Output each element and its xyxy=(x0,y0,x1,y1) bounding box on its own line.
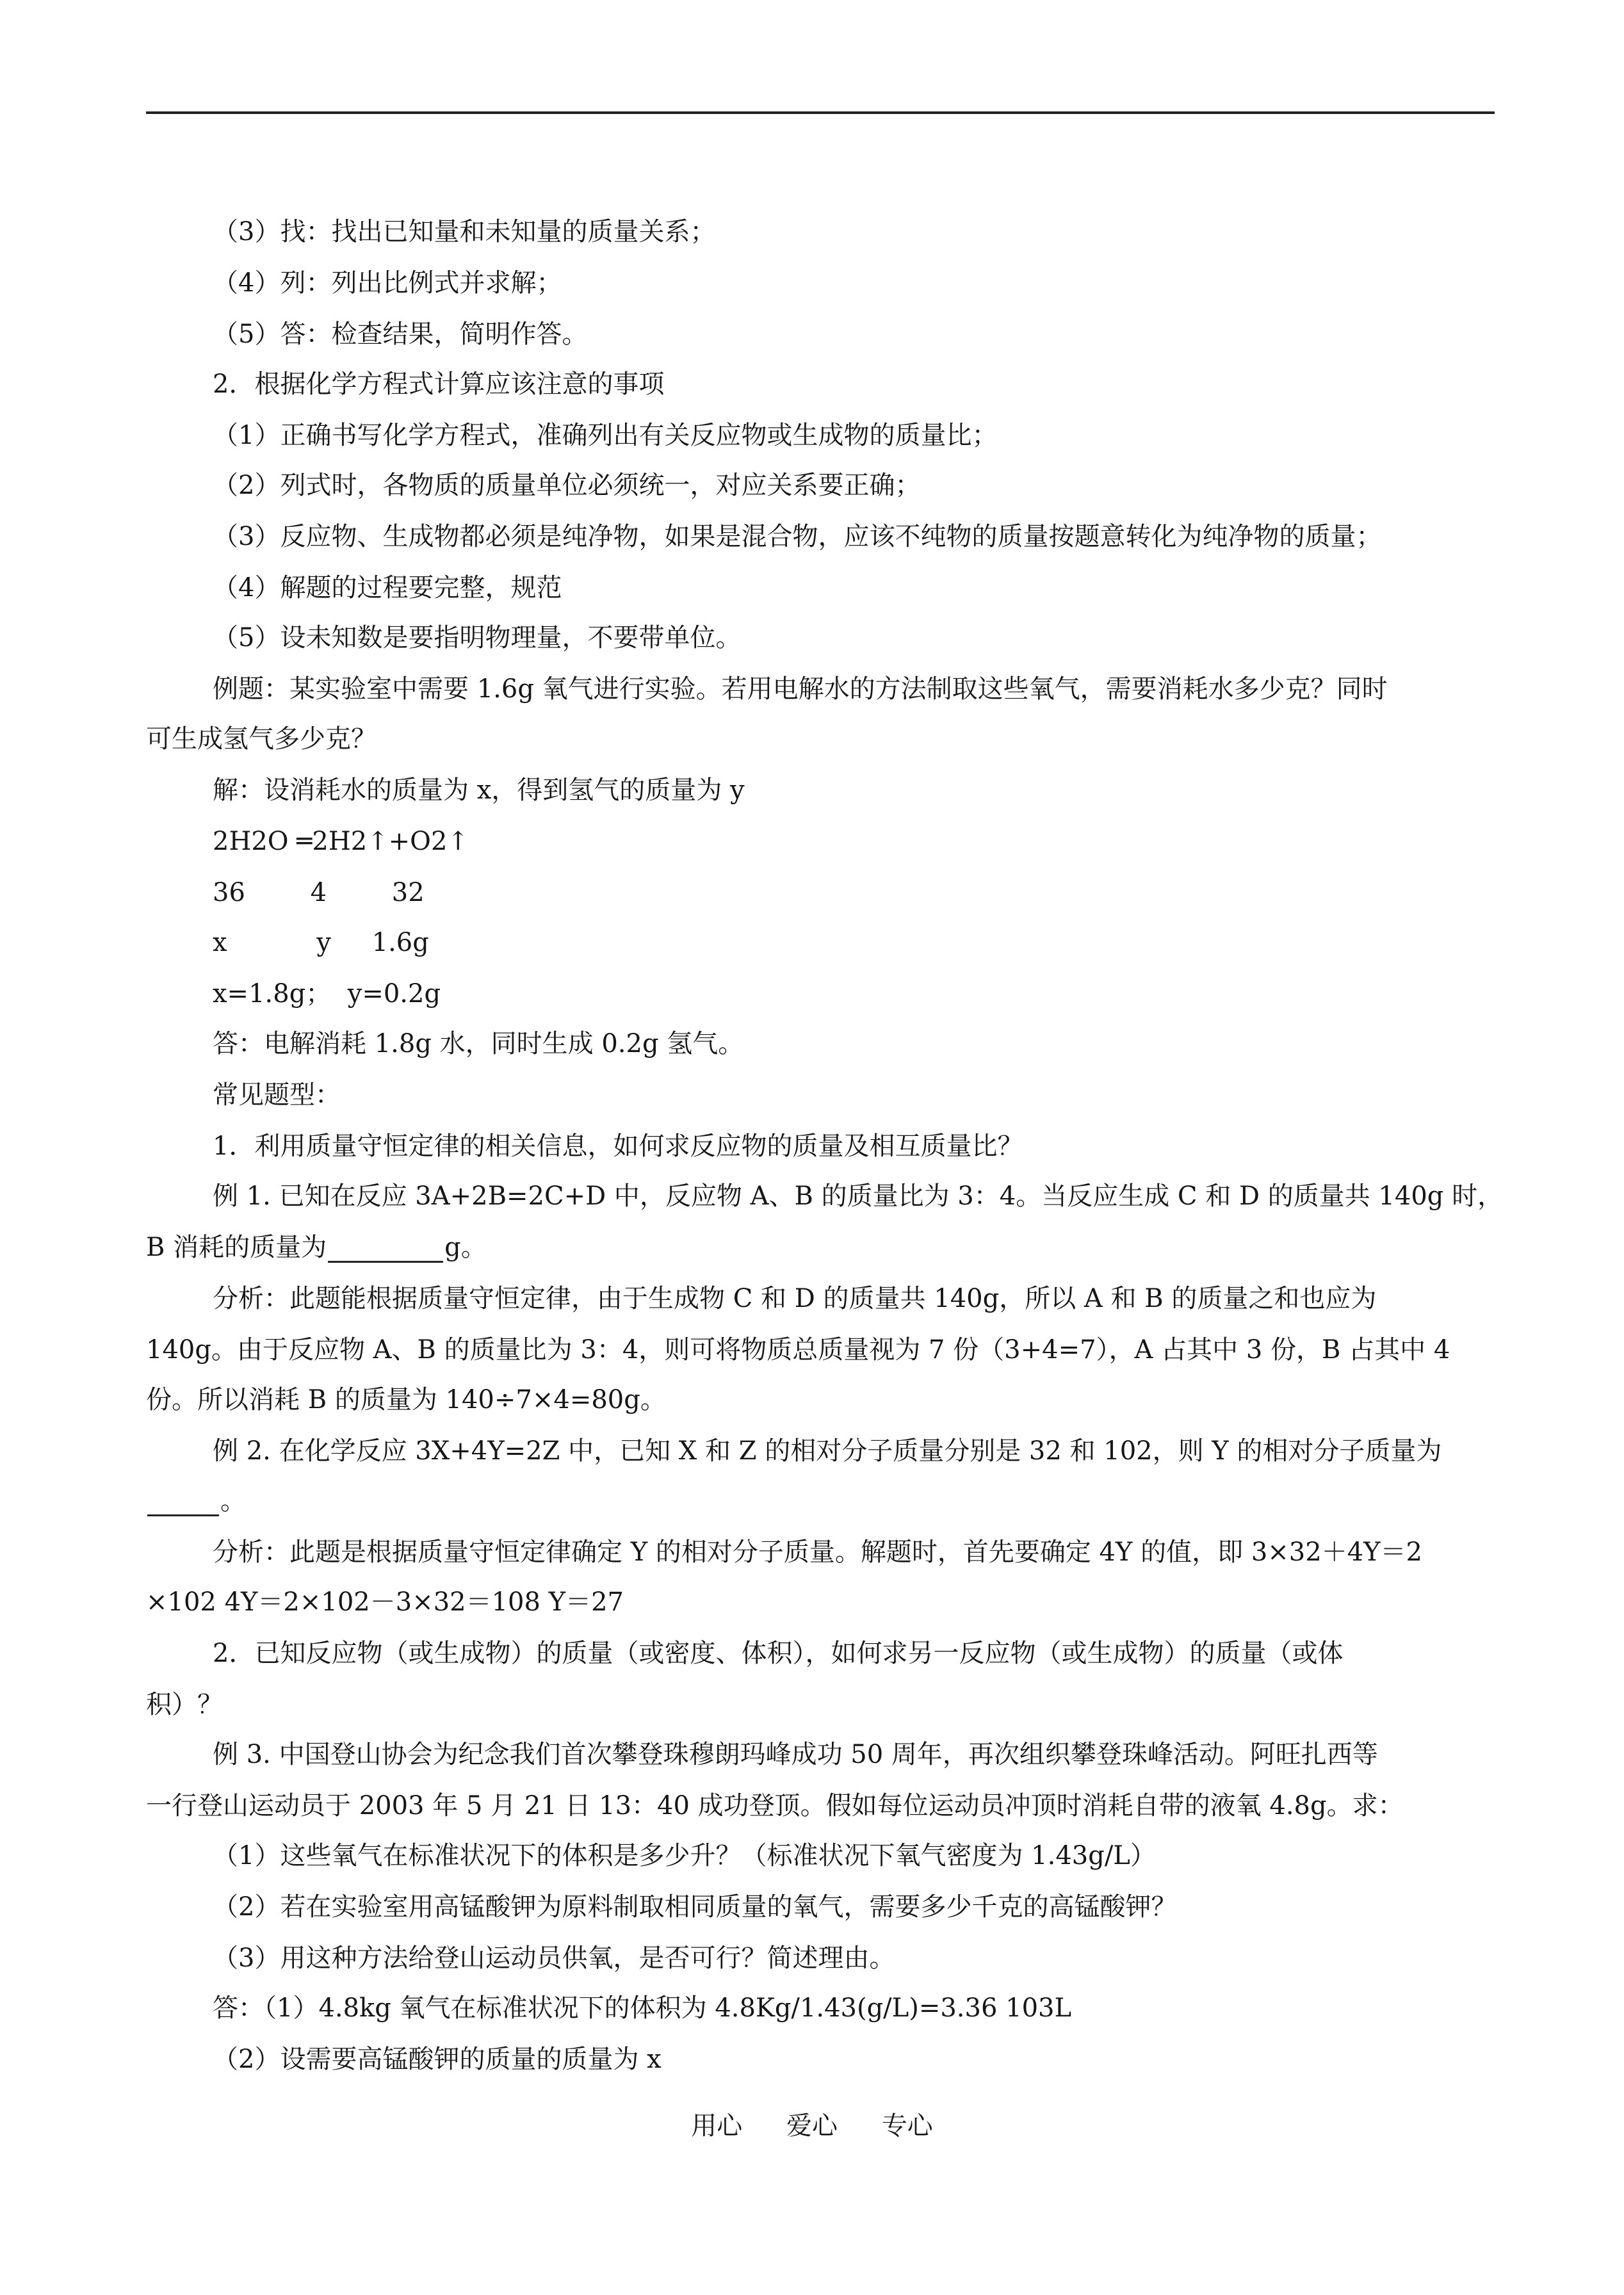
equation-line: 2H2O ═2H2↑+O2↑ xyxy=(213,827,469,856)
text-line-with-blank xyxy=(146,1232,487,1263)
text-line: 分析：此题是根据质量守恒定律确定 Y 的相对分子质量。解题时，首先要确定 4Y 的值，即 3×32＋4Y＝2 xyxy=(213,1537,1423,1567)
text-line: 例题：某实验室中需要 1.6g 氧气进行实验。若用电解水的方法制取这些氧气，需要消耗水多少克？同时 xyxy=(213,674,1388,704)
text-fragment: B 消耗的质量为 xyxy=(146,1233,327,1262)
page-footer xyxy=(0,2111,1624,2141)
equation-line: x y 1.6g xyxy=(213,928,429,957)
text-line: （1）这些氧气在标准状况下的体积是多少升？（标准状况下氧气密度为 1.43g/L） xyxy=(213,1841,1156,1870)
text-line: 例 2. 在化学反应 3X+4Y=2Z 中，已知 X 和 Z 的相对分子质量分别是 32 和 102，则 Y 的相对分子质量为 xyxy=(213,1436,1442,1466)
text-line: 答：电解消耗 1.8g 水，同时生成 0.2g 氢气。 xyxy=(213,1029,744,1058)
equation-line: 36 4 32 xyxy=(213,878,425,907)
footer-item: 专心 xyxy=(881,2111,933,2141)
text-fragment: 。 xyxy=(220,1486,246,1516)
text-line: （4）解题的过程要完整，规范 xyxy=(213,573,562,603)
text-line: （5）答：检查结果，简明作答。 xyxy=(213,320,588,349)
text-line: 例 1. 已知在反应 3A+2B=2C+D 中，反应物 A、B 的质量比为 3：4。当反应生成 C 和 D 的质量共 140g 时， xyxy=(213,1181,1504,1211)
text-line: （3）找：找出已知量和未知量的质量关系； xyxy=(213,217,716,247)
text-line: 分析：此题能根据质量守恒定律，由于生成物 C 和 D 的质量共 140g，所以 A 和 B 的质量之和也应为 xyxy=(213,1284,1377,1313)
text-line: （5）设未知数是要指明物理量，不要带单位。 xyxy=(213,623,742,653)
section-heading: 2．根据化学方程式计算应该注意的事项 xyxy=(213,369,665,399)
footer-item: 用心 xyxy=(691,2111,743,2141)
text-line: 例 3. 中国登山协会为纪念我们首次攀登珠穆朗玛峰成功 50 周年，再次组织攀登珠峰活动。阿旺扎西等 xyxy=(213,1740,1378,1769)
text-line: 1．利用质量守恒定律的相关信息，如何求反应物的质量及相互质量比？ xyxy=(213,1131,1023,1161)
text-line: （2）列式时，各物质的质量单位必须统一，对应关系要正确； xyxy=(213,471,921,500)
text-line-with-blank xyxy=(146,1486,246,1516)
text-line: 可生成氢气多少克？ xyxy=(146,724,377,754)
text-line: （2）若在实验室用高锰酸钾为原料制取相同质量的氧气，需要多少千克的高锰酸钾？ xyxy=(213,1892,1177,1922)
text-line: （2）设需要高锰酸钾的质量的质量为 x xyxy=(213,2045,662,2074)
text-line: ×102 4Y＝2×102－3×32＝108 Y＝27 xyxy=(146,1587,624,1617)
footer-item: 爱心 xyxy=(786,2111,838,2141)
text-line: 一行登山运动员于 2003 年 5 月 21 日 13：40 成功登顶。假如每位运动员冲顶时消耗自带的液氧 4.8g。求： xyxy=(146,1791,1404,1821)
text-line: 积）？ xyxy=(146,1690,223,1719)
section-heading: 常见题型： xyxy=(213,1080,341,1110)
text-line: 份。所以消耗 B 的质量为 140÷7×4=80g。 xyxy=(146,1385,666,1415)
section-heading: 2．已知反应物（或生成物）的质量（或密度、体积），如何求另一反应物（或生成物）的质量（或体 xyxy=(213,1639,1344,1668)
text-line: 140g。由于反应物 A、B 的质量比为 3：4，则可将物质总质量视为 7 份（3+4=7），A 占其中 3 份，B 占其中 4 xyxy=(146,1335,1450,1365)
text-line: （1）正确书写化学方程式，准确列出有关反应物或生成物的质量比； xyxy=(213,421,998,450)
text-line: （3）反应物、生成物都必须是纯净物，如果是混合物，应该不纯物的质量按题意转化为纯净物的质量； xyxy=(213,522,1382,551)
text-fragment: g。 xyxy=(444,1233,487,1262)
answer-blank xyxy=(328,1237,443,1263)
text-line: （4）列：列出比例式并求解； xyxy=(213,268,562,298)
text-line: 答：（1）4.8kg 氧气在标准状况下的体积为 4.8Kg/1.43(g/L)=3.36 103L xyxy=(213,1993,1072,2023)
text-line: 解：设消耗水的质量为 x，得到氢气的质量为 y xyxy=(213,775,745,805)
answer-blank xyxy=(147,1490,219,1516)
equation-line: x=1.8g； y=0.2g xyxy=(213,979,441,1009)
text-line: （3）用这种方法给登山运动员供氧，是否可行？简述理由。 xyxy=(213,1943,895,1973)
